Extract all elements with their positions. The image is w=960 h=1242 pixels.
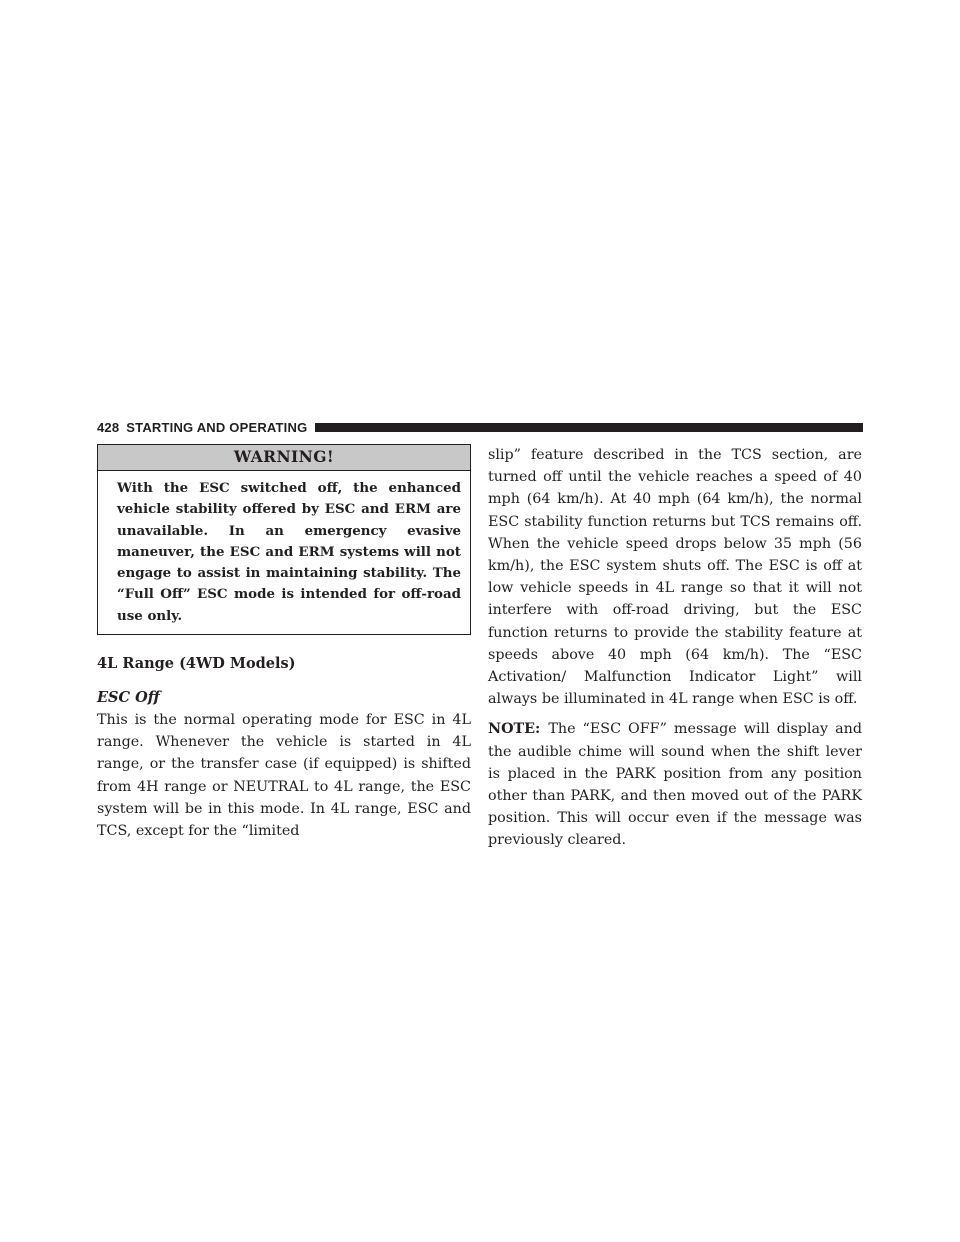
- running-header: [97, 417, 863, 437]
- body-paragraph-part-2: slip” feature described in the TCS section, are turned off until the vehicle reaches a speed of 40 mph (64 km/h). At 40 mph (64 km/h), the normal ESC stability function returns but TCS remains off. When the vehicle speed drops below 35 mph (56 km/h), the ESC system shuts off. The ESC is off at low vehicle speeds in 4L range so that it will not interfere with off-road driving, but the ESC function returns to provide the stability feature at speeds above 40 mph (64 km/h). The “ESC Activation/ Malfunction Indicator Light” will always be illuminated in 4L range when ESC is off.: [488, 447, 862, 708]
- header-rule: [315, 423, 863, 432]
- warning-title: WARNING!: [98, 445, 470, 471]
- section-heading: 4L Range (4WD Models): [97, 655, 296, 673]
- section-title: STARTING AND OPERATING: [126, 419, 308, 435]
- page-number: 428: [97, 419, 120, 435]
- section-subheading: ESC Off: [97, 689, 160, 707]
- warning-box: [97, 444, 471, 635]
- left-column: [97, 444, 471, 842]
- note-text: The “ESC OFF” message will display and the audible chime will sound when the shift lever is placed in the PARK position from any position other than PARK, and then moved out of the PARK position. This will occur even if the message was previously cleared.: [488, 721, 862, 849]
- warning-text: With the ESC switched off, the enhanced vehicle stability offered by ESC and ERM are unavailable. In an emergency evasive maneuver, the ESC and ERM systems will not engage to assist in maintaining stability. The “Full Off” ESC mode is intended for off-road use only.: [117, 480, 461, 624]
- note-paragraph: [488, 718, 862, 851]
- note-label: NOTE:: [488, 721, 541, 738]
- right-column: [488, 444, 862, 860]
- body-paragraph-part-1: This is the normal operating mode for ESC in 4L range. Whenever the vehicle is started in 4L range, or the transfer case (if equipped) is shifted from 4H range or NEUTRAL to 4L range, the ESC system will be in this mode. In 4L range, ESC and TCS, except for the “limited: [97, 712, 471, 840]
